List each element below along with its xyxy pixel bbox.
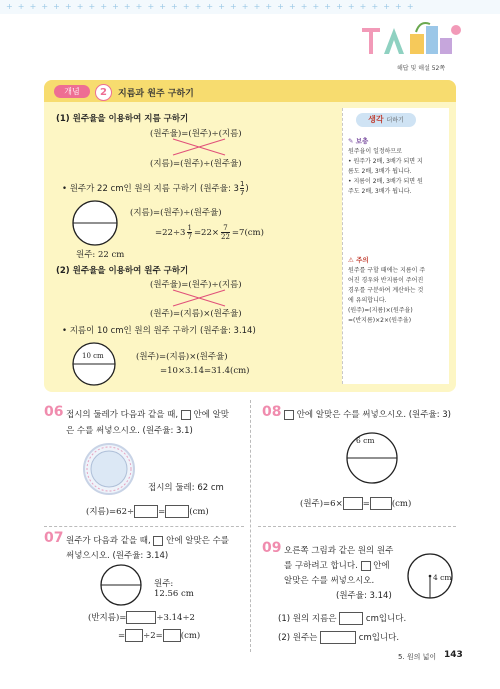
side-title: 생각 더하기 <box>356 113 416 127</box>
problem-08-circle-label: 6 cm <box>356 436 375 445</box>
problem-09-text-1: 오른쪽 그림과 같은 원의 원주 <box>284 546 394 556</box>
right-divider <box>258 526 456 527</box>
problem-09-number: 09 <box>262 540 282 556</box>
problem-07-number: 07 <box>44 530 64 546</box>
answer-box[interactable] <box>165 505 189 518</box>
footer-section: 5. 원의 넓이 <box>398 653 437 661</box>
answer-box[interactable] <box>370 497 392 510</box>
part1-example: • 원주가 22 cm인 원의 지름 구하기 (원주율: $3\frac{1}{7}$ ) <box>62 180 249 197</box>
problem-09-circle-label: 4 cm <box>433 573 452 582</box>
problem-08-text: 안에 알맞은 수를 써넣으시오. (원주율: 3) <box>284 408 451 420</box>
part2-calc-2: =10×3.14=31.4(cm) <box>160 366 250 376</box>
concept-number: 2 <box>95 84 112 101</box>
answer-box[interactable] <box>126 611 156 624</box>
problem-09-question-1: (1) 원의 지름은 cm입니다. <box>278 614 407 624</box>
caution-lines: 원주를 구할 때에는 지름이 주 어진 경우와 반지름이 주어진 경우를 구분하여 계산하는 것 에 유의합니다. (원주)=(지름)×(원주율) =(반지름)×2×(원주율) <box>348 267 426 324</box>
answer-box[interactable] <box>163 629 181 642</box>
part1-circle-label: 원주: 22 cm <box>76 250 125 260</box>
answer-box[interactable] <box>125 629 143 642</box>
problem-06-text-1: 접시의 둘레가 다음과 같을 때, 안에 알맞 <box>66 410 229 420</box>
problem-07-label-1: 원주: <box>154 579 174 589</box>
problem-07-text-2: 써넣으시오. (원주율: 3.14) <box>66 551 169 561</box>
part1-formula-2: (지름)=(원주)÷(원주율) <box>150 159 242 169</box>
part1-calc-1: (지름)=(원주)÷(원주율) <box>130 208 222 218</box>
problem-06-number: 06 <box>44 404 64 420</box>
problem-07-equation-2: = ÷2= (cm) <box>118 631 201 641</box>
part1-cross-arrows <box>165 137 245 157</box>
part1-formula-1: (원주율)=(원주)÷(지름) <box>150 129 242 139</box>
problem-07-label-2: 12.56 cm <box>154 589 194 599</box>
answer-box[interactable] <box>320 631 356 644</box>
part1-heading: (1) 원주율을 이용하여 지름 구하기 <box>56 114 189 124</box>
answer-reference: 해답 및 해설 52쪽 <box>397 65 446 72</box>
problem-07-circle <box>98 562 144 608</box>
part2-example: • 지름이 10 cm인 원의 원주 구하기 (원주율: 3.14) <box>62 326 256 336</box>
problem-09-question-2: (2) 원주는 cm입니다. <box>278 633 400 643</box>
problem-09-text-4: (원주율: 3.14) <box>336 591 392 601</box>
problem-06-text-2: 은 수를 써넣으시오. (원주율: 3.1) <box>66 426 193 436</box>
chapter-logo <box>360 18 464 58</box>
problem-06-equation: (지름)=62÷ = (cm) <box>86 507 209 517</box>
plate-picture <box>82 442 136 496</box>
problem-08-number: 08 <box>262 404 282 420</box>
concept-title: 지름과 원주 구하기 <box>118 89 194 99</box>
supplement-lines: 원주율이 일정하므로 • 원주가 2배, 3배가 되면 지 름도 2배, 3배가 됩니다. • 지름이 2배, 3배가 되면 원 주도 2배, 3배가 됩니다. <box>348 148 423 195</box>
part1-circle-diagram <box>70 198 120 248</box>
answer-box[interactable] <box>134 505 158 518</box>
answer-box[interactable] <box>339 612 363 625</box>
column-divider <box>250 400 251 652</box>
supplement-tag: ✎ 보충 <box>348 137 369 145</box>
part2-formula-1: (원주율)=(원주)÷(지름) <box>150 280 242 290</box>
part2-cross-arrows <box>165 288 245 308</box>
answer-box[interactable] <box>343 497 363 510</box>
problem-09-text-2: 를 구하려고 합니다. 안에 <box>284 561 390 571</box>
problem-07-text-1: 원주가 다음과 같을 때, 안에 알맞은 수를 <box>66 536 230 546</box>
caution-tag: ⚠ 주의 <box>348 256 369 264</box>
concept-badge: 개념 <box>54 85 90 98</box>
part2-formula-2: (원주)=(지름)×(원주율) <box>150 309 242 319</box>
part2-circle-label: 10 cm <box>82 352 104 360</box>
part2-circle-diagram <box>70 340 118 388</box>
plus-pattern: + + + + + + + + + + + + + + + + + + + + + + + + + + + + + + + + + + + <box>6 2 414 11</box>
part2-calc-1: (원주)=(지름)×(원주율) <box>136 352 228 362</box>
left-divider <box>44 526 244 527</box>
problem-09-text-3: 알맞은 수를 써넣으시오. <box>284 576 375 586</box>
problem-07-equation-1: (반지름)= ÷3.14÷2 <box>88 613 195 623</box>
part1-calc-2: $=22\div 3 \frac{1}{7}$ $=22\times \frac{7}{22}$ =7(cm) <box>155 224 264 241</box>
page-number: 143 <box>444 650 463 660</box>
problem-06-label: 접시의 둘레: 62 cm <box>148 483 224 493</box>
part2-heading: (2) 원주율을 이용하여 원주 구하기 <box>56 266 189 276</box>
problem-08-equation: (원주)=6× = (cm) <box>300 499 412 509</box>
